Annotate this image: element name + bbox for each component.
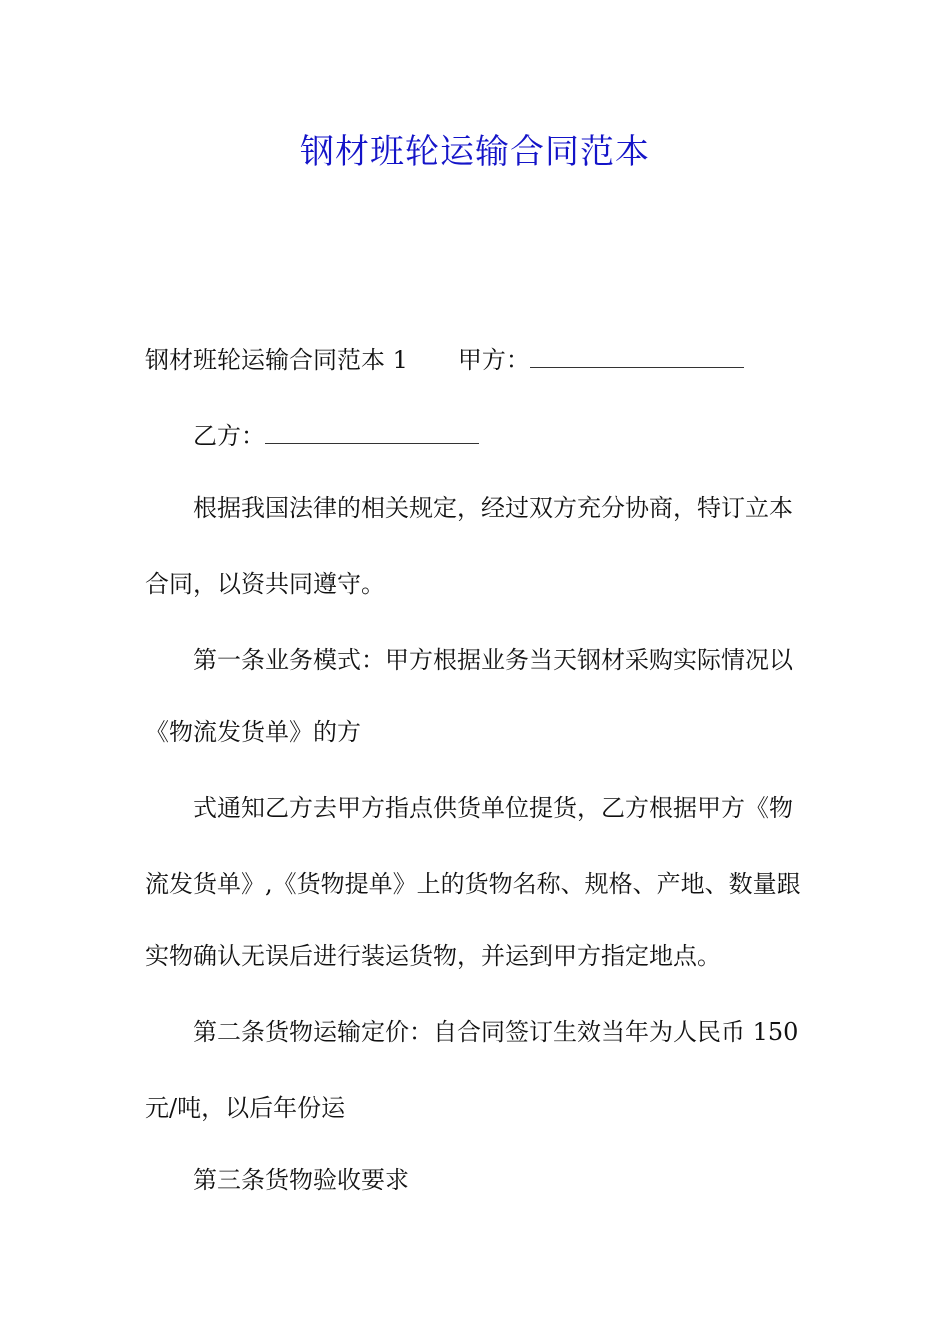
paragraph-line: 第一条业务模式：甲方根据业务当天钢材采购实际情况以 — [193, 646, 793, 674]
paragraph-line: 第二条货物运输定价：自合同签订生效当年为人民币 150 — [193, 1018, 799, 1046]
paragraph-line: 元/吨，以后年份运 — [145, 1094, 346, 1122]
document-title: 钢材班轮运输合同范本 — [300, 132, 650, 172]
party-b-blank[interactable] — [265, 421, 479, 444]
party-b-line — [193, 418, 479, 454]
paragraph-line: 第三条货物验收要求 — [193, 1166, 409, 1194]
party-b-label: 乙方： — [193, 422, 265, 450]
paragraph-line: 根据我国法律的相关规定，经过双方充分协商，特订立本 — [193, 494, 793, 522]
paragraph-line: 式通知乙方去甲方指点供货单位提货，乙方根据甲方《物 — [193, 794, 793, 822]
party-a-label: 甲方： — [457, 346, 530, 374]
party-a-blank[interactable] — [530, 345, 744, 368]
contract-header-line — [145, 342, 744, 378]
paragraph-line: 实物确认无误后进行装运货物，并运到甲方指定地点。 — [145, 942, 721, 970]
contract-subtitle: 钢材班轮运输合同范本 1 — [145, 346, 408, 374]
paragraph-line: 流发货单》,《货物提单》上的货物名称、规格、产地、数量跟 — [145, 870, 801, 898]
paragraph-line: 《物流发货单》的方 — [145, 718, 361, 746]
paragraph-line: 合同，以资共同遵守。 — [145, 570, 385, 598]
